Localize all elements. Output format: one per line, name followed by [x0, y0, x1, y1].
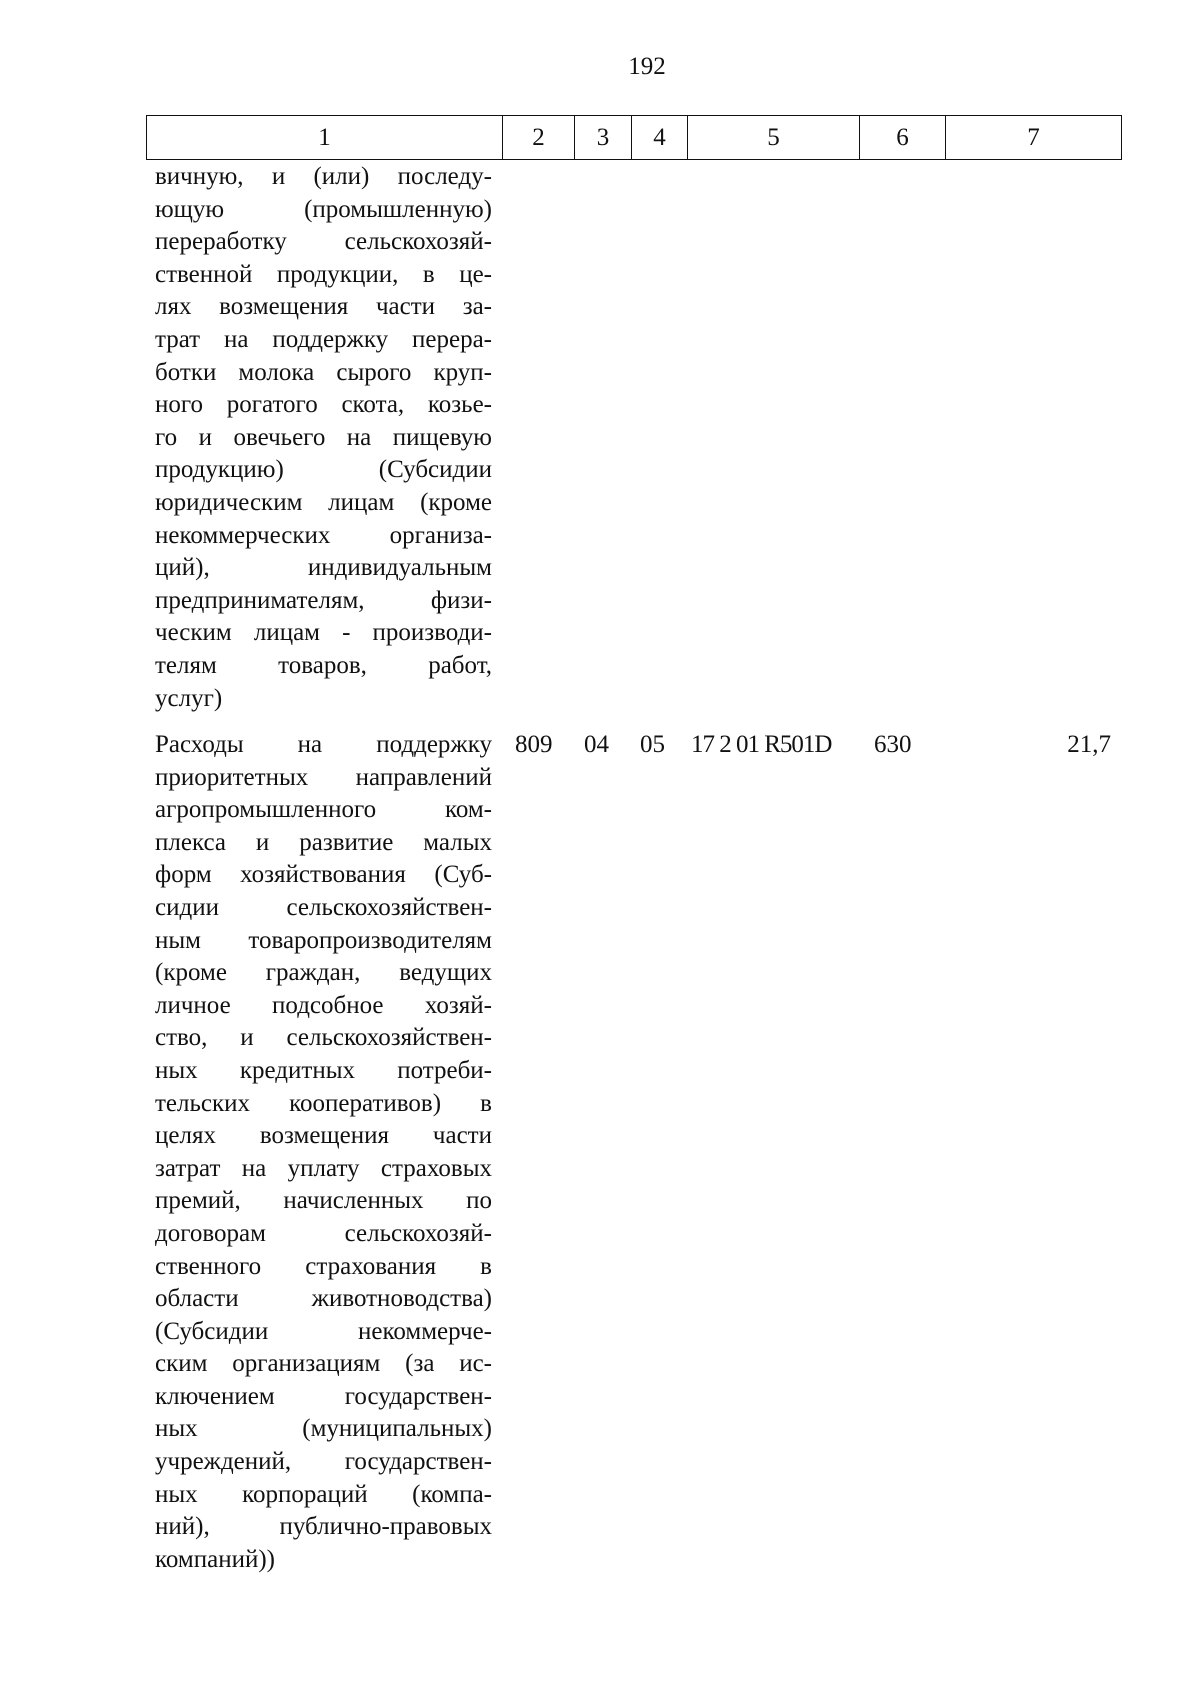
- description-line: трат на поддержку перера-: [155, 325, 492, 353]
- row-2-col-4-value: 05: [640, 731, 665, 758]
- description-line: приоритетных направлений: [155, 763, 492, 791]
- description-line: ботки молока сырого круп-: [155, 358, 492, 386]
- row-2-col-5-value: 17 2 01 R501D: [691, 731, 832, 758]
- description-line: вичную, и (или) последу-: [155, 163, 492, 190]
- description-line: ственного страхования в: [155, 1252, 492, 1280]
- description-line: учреждений, государствен-: [155, 1448, 492, 1476]
- row-2-col-6-value: 630: [874, 731, 912, 758]
- row-1-description: [155, 161, 492, 715]
- description-line: ным товаропроизводителям: [155, 926, 492, 954]
- description-line: целях возмещения части: [155, 1122, 492, 1150]
- description-line: некоммерческих организа-: [155, 521, 492, 549]
- description-line: (кроме граждан, ведущих: [155, 959, 492, 987]
- row-2-col-3-value: 04: [584, 731, 609, 758]
- description-line: ским организациям (за ис-: [155, 1350, 492, 1378]
- description-line: продукцию) (Субсидии: [155, 456, 492, 484]
- description-line: агропромышленного ком-: [155, 796, 492, 824]
- description-line: ний), публично-правовых: [155, 1513, 492, 1541]
- description-line: лях возмещения части за-: [155, 293, 492, 321]
- description-line: ющую (промышленную): [155, 195, 492, 223]
- description-line: ных (муниципальных): [155, 1415, 492, 1443]
- description-line: услуг): [155, 684, 223, 712]
- description-line: ключением государствен-: [155, 1382, 492, 1410]
- column-header-5: 5: [688, 116, 860, 160]
- page-number: [0, 52, 1200, 82]
- description-line: сидии сельскохозяйствен-: [155, 893, 492, 921]
- description-line: телям товаров, работ,: [155, 651, 492, 679]
- column-header-2: 2: [503, 116, 575, 160]
- description-line: ство, и сельскохозяйствен-: [155, 1024, 492, 1052]
- description-line: договорам сельскохозяй-: [155, 1219, 492, 1247]
- header-row: [147, 116, 1122, 160]
- description-line: ного рогатого скота, козье-: [155, 391, 492, 419]
- description-line: личное подсобное хозяй-: [155, 991, 492, 1019]
- description-line: Расходы на поддержку: [155, 731, 492, 758]
- description-line: го и овечьего на пищевую: [155, 423, 492, 451]
- description-line: тельских кооперативов) в: [155, 1089, 492, 1117]
- column-header-3: 3: [575, 116, 632, 160]
- description-line: переработку сельскохозяй-: [155, 228, 492, 256]
- column-header-4: 4: [632, 116, 688, 160]
- description-line: плекса и развитие малых: [155, 828, 492, 856]
- description-line: компаний)): [155, 1545, 275, 1573]
- row-2-col-2-value: 809: [515, 731, 553, 758]
- description-line: ных корпораций (компа-: [155, 1480, 492, 1508]
- column-header-1: 1: [147, 116, 503, 160]
- row-2-col-7-value: 21,7: [1067, 731, 1111, 758]
- description-line: затрат на уплату страховых: [155, 1154, 492, 1182]
- description-line: ственной продукции, в це-: [155, 260, 492, 288]
- description-line: форм хозяйствования (Суб-: [155, 861, 492, 889]
- page-number-text: 192: [628, 53, 666, 80]
- description-line: предпринимателям, физи-: [155, 586, 492, 614]
- description-line: юридическим лицам (кроме: [155, 488, 492, 516]
- row-2-description: [155, 729, 492, 1576]
- description-line: (Субсидии некоммерче-: [155, 1317, 492, 1345]
- column-header-6: 6: [860, 116, 946, 160]
- description-line: ных кредитных потреби-: [155, 1056, 492, 1084]
- table-header: [146, 115, 1122, 160]
- description-line: ческим лицам - производи-: [155, 619, 492, 647]
- column-header-7: 7: [946, 116, 1122, 160]
- description-line: ций), индивидуальным: [155, 554, 492, 582]
- description-line: премий, начисленных по: [155, 1187, 492, 1215]
- description-line: области животноводства): [155, 1285, 492, 1313]
